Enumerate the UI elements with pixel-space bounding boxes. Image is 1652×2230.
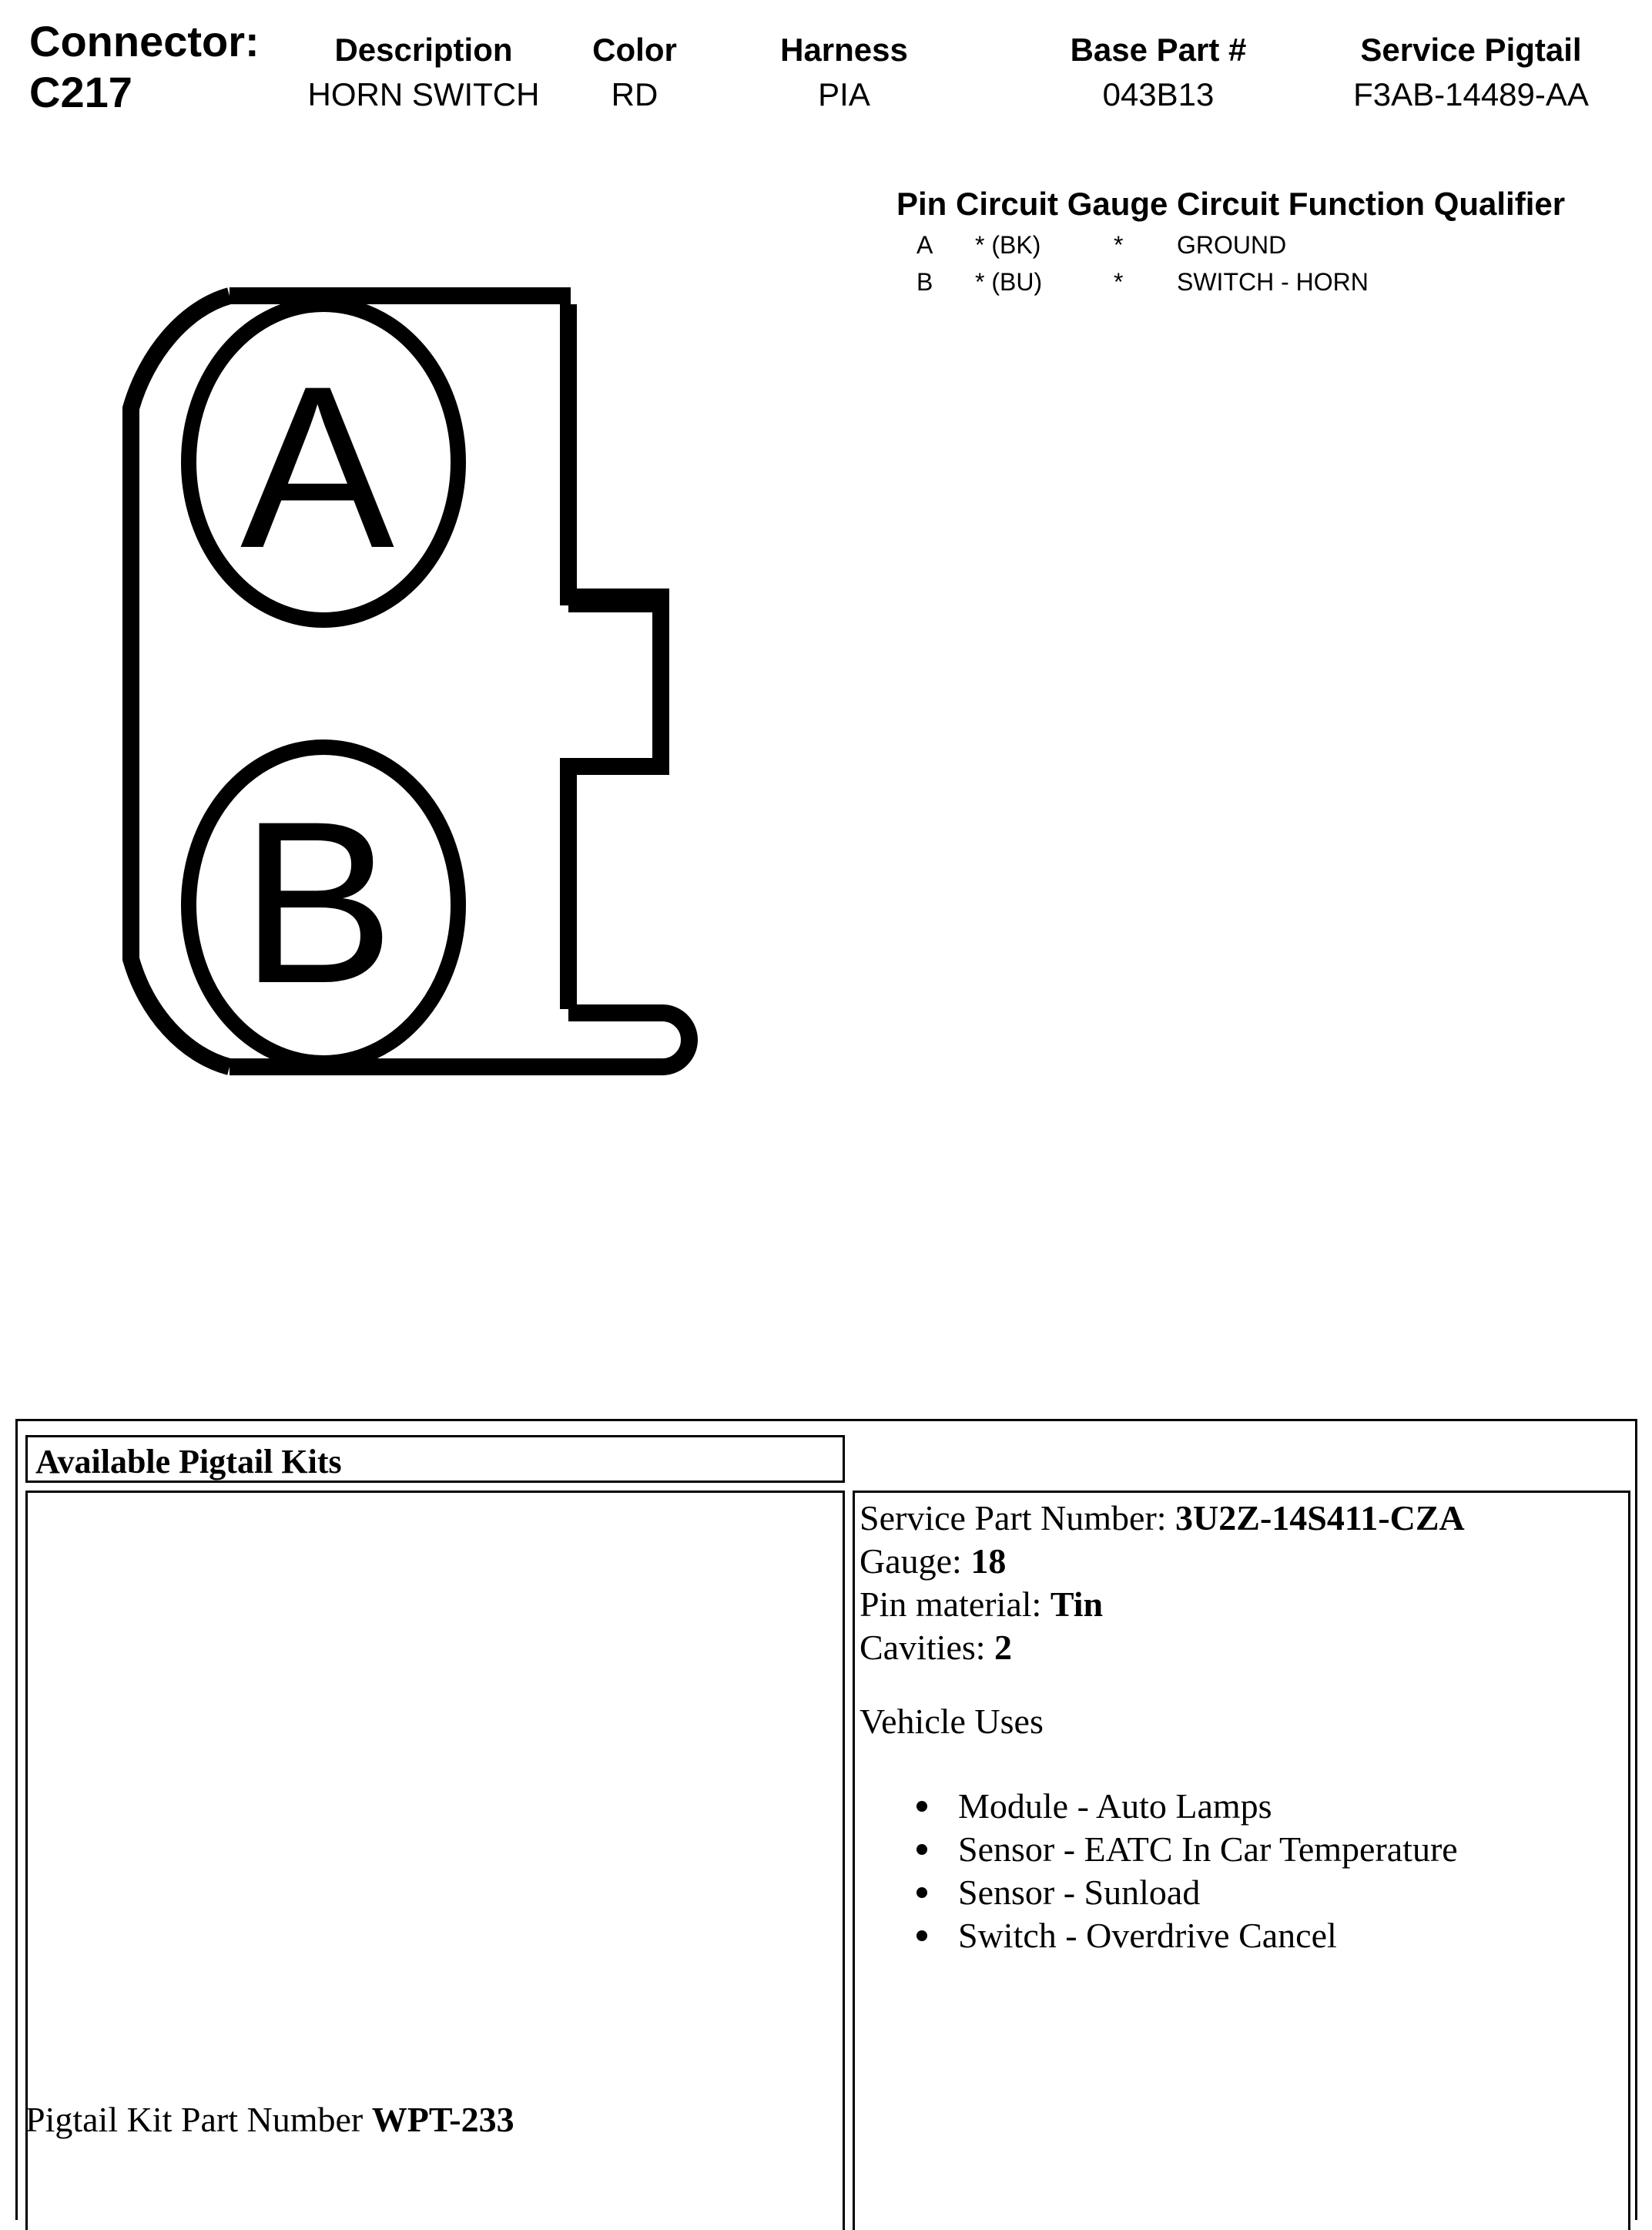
list-item	[916, 1915, 1458, 1958]
circuit-cell: * (BU)	[975, 268, 1043, 296]
pigtail-kits-section	[15, 1419, 1637, 2220]
service-part-value: 3U2Z-14S411-CZA	[1175, 1498, 1465, 1538]
bullet-icon	[916, 1887, 927, 1898]
kit-part-value: WPT-233	[371, 2100, 514, 2139]
bullet-icon	[916, 1801, 927, 1812]
connector-header	[0, 0, 1652, 154]
use-text: Switch - Overdrive Cancel	[958, 1916, 1337, 1955]
cavities-value: 2	[994, 1628, 1013, 1667]
housing-left-edge	[131, 296, 230, 1067]
kit-part-label: Pigtail Kit Part Number	[25, 2100, 364, 2139]
service-part-line	[860, 1497, 1465, 1538]
vehicle-uses-title: Vehicle Uses	[860, 1702, 1044, 1741]
gauge-cell: *	[1114, 268, 1124, 296]
kit-part-number-line	[25, 2099, 514, 2140]
pin-table-header: Pin Circuit Gauge Circuit Function Qualifier	[896, 186, 1566, 222]
service-part-label: Service Part Number:	[860, 1498, 1167, 1538]
harness-header: Harness	[780, 32, 908, 68]
gauge-cell: *	[1114, 231, 1124, 259]
kit-details-panel	[853, 1491, 1630, 2230]
pin-material-line	[860, 1584, 1103, 1625]
gauge-value: 18	[970, 1541, 1007, 1581]
cavities-label: Cavities:	[860, 1628, 986, 1667]
list-item	[916, 1872, 1458, 1915]
pin-cell: B	[916, 268, 933, 296]
bullet-icon	[916, 1930, 927, 1941]
housing-right-edge	[568, 304, 661, 1009]
bullet-icon	[916, 1844, 927, 1855]
use-text: Module - Auto Lamps	[958, 1786, 1272, 1826]
pin-material-label: Pin material:	[860, 1584, 1042, 1624]
connector-id: C217	[29, 68, 132, 116]
kit-title: Available Pigtail Kits	[35, 1443, 342, 1481]
list-item	[916, 1829, 1458, 1872]
connector-label: Connector:	[29, 17, 260, 65]
gauge-label: Gauge:	[860, 1541, 962, 1581]
circuit-cell: * (BK)	[975, 231, 1041, 259]
harness-value: PIA	[818, 76, 870, 112]
description-value: HORN SWITCH	[307, 76, 540, 112]
kit-title-box	[25, 1435, 845, 1483]
gauge-line	[860, 1541, 1006, 1581]
use-text: Sensor - EATC In Car Temperature	[958, 1829, 1458, 1869]
pin-table	[896, 188, 1636, 294]
pin-cell: A	[916, 231, 933, 259]
service-pigtail-value: F3AB-14489-AA	[1353, 76, 1589, 112]
housing-top-edge	[230, 296, 562, 304]
description-header: Description	[334, 32, 513, 68]
connector-diagram	[116, 273, 724, 1094]
function-cell: SWITCH - HORN	[1177, 268, 1369, 296]
table-row	[896, 220, 1636, 257]
color-header: Color	[592, 32, 677, 68]
service-pigtail-header: Service Pigtail	[1360, 32, 1582, 68]
base-part-value: 043B13	[1102, 76, 1215, 112]
pin-material-value: Tin	[1050, 1584, 1104, 1624]
cavities-line	[860, 1627, 1012, 1668]
color-value: RD	[611, 76, 658, 112]
function-cell: GROUND	[1177, 231, 1287, 259]
pin-a-label: A	[240, 337, 395, 596]
use-text: Sensor - Sunload	[958, 1873, 1201, 1912]
table-row	[896, 257, 1636, 294]
list-item	[916, 1786, 1458, 1829]
vehicle-uses-list	[916, 1786, 1458, 1958]
pin-b-label: B	[240, 773, 395, 1031]
base-part-header: Base Part #	[1070, 32, 1247, 68]
